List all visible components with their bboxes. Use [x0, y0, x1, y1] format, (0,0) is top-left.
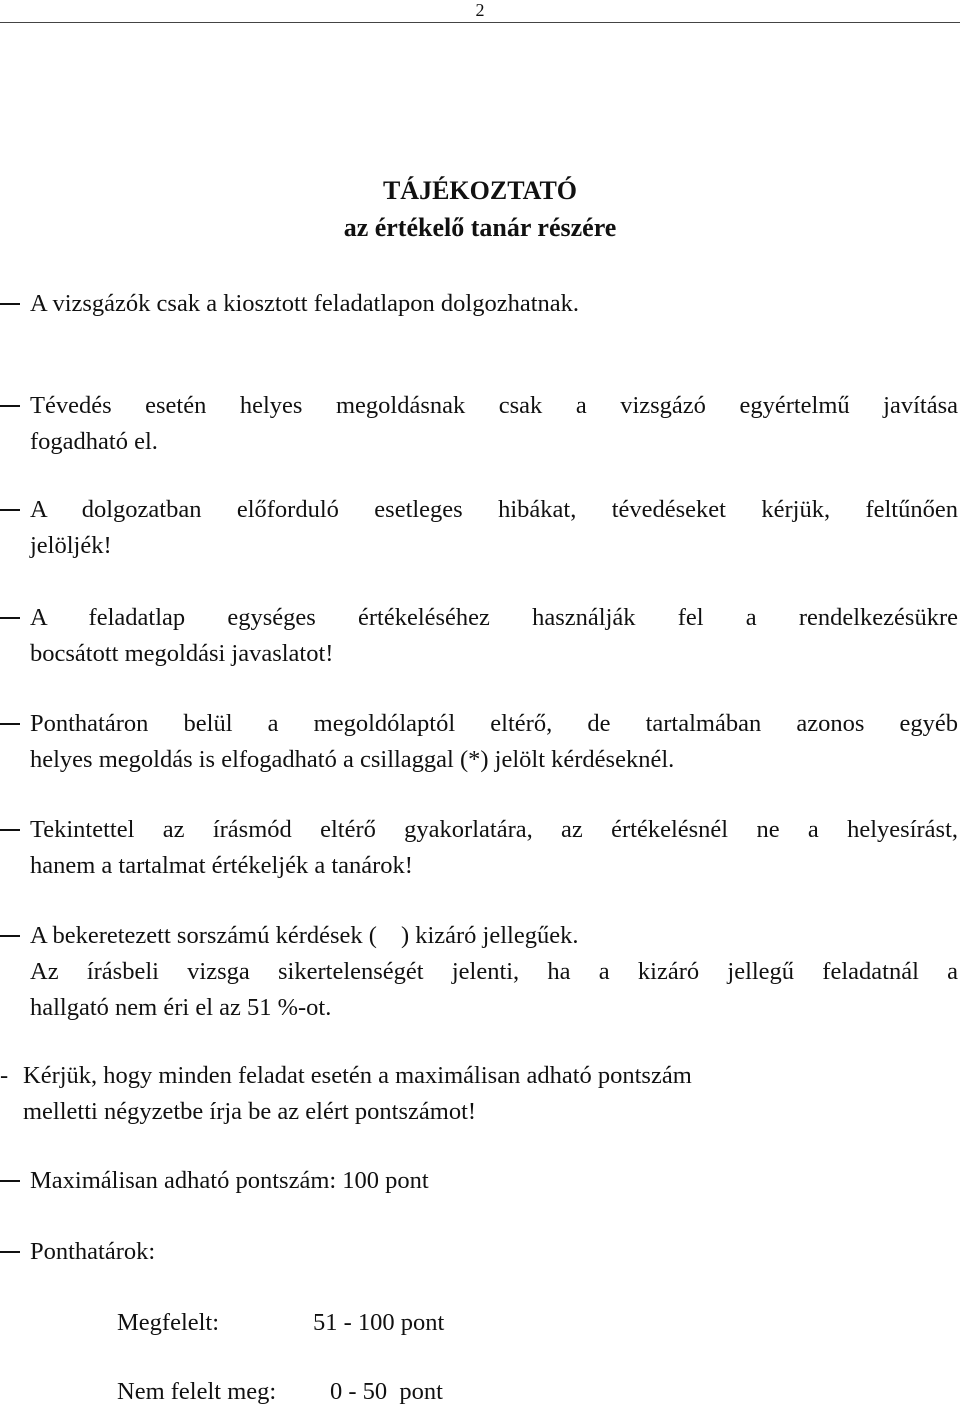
- item-text: hanem a tartalmat értékeljék a tanárok!: [30, 852, 413, 879]
- dash-bullet: [0, 405, 20, 407]
- page-title: TÁJÉKOZTATÓ: [382, 176, 578, 205]
- item-text: A dolgozatban előforduló esetleges hibákat, tévedéseket kérjük, feltűnően: [30, 496, 958, 523]
- item-text: hallgató nem éri el az 51 %-ot.: [30, 994, 332, 1021]
- grade-row-fail: [117, 1374, 443, 1410]
- dash-bullet: [0, 829, 20, 831]
- dash-bullet: [0, 303, 20, 305]
- hyphen-bullet: -: [0, 1062, 9, 1089]
- grade-range: 0 - 50 pont: [330, 1378, 443, 1405]
- dash-bullet: [0, 1180, 20, 1182]
- item-text: helyes megoldás is elfogadható a csillaggal (*) jelölt kérdéseknél.: [30, 746, 675, 773]
- item-text: bocsátott megoldási javaslatot!: [30, 640, 334, 667]
- list-item: [0, 706, 958, 778]
- item-text: Ponthatárok:: [30, 1238, 156, 1265]
- grade-range: 51 - 100 pont: [313, 1309, 445, 1336]
- title-block: [0, 172, 960, 246]
- item-text: Tekintettel az írásmód eltérő gyakorlatára, az értékelésnél ne a helyesírást,: [30, 816, 958, 843]
- page-subtitle: az értékelő tanár részére: [343, 213, 617, 242]
- dash-bullet: [0, 1251, 20, 1253]
- item-text: jelöljék!: [30, 532, 112, 559]
- page-number: 2: [475, 0, 485, 20]
- header-rule: [0, 22, 960, 23]
- item-text: melletti négyzetbe írja be az elért pontszámot!: [23, 1098, 477, 1125]
- item-text: Kérjük, hogy minden feladat esetén a maximálisan adható pontszám: [23, 1062, 692, 1089]
- grade-label: Nem felelt meg:: [117, 1378, 277, 1405]
- grade-row-pass: [117, 1305, 444, 1341]
- item-text: fogadható el.: [30, 428, 158, 455]
- list-item: [0, 1058, 958, 1130]
- list-item: [0, 918, 958, 1026]
- item-text: Ponthatáron belül a megoldólaptól eltérő, de tartalmában azonos egyéb: [30, 710, 958, 737]
- item-text: Maximálisan adható pontszám: 100 pont: [30, 1167, 429, 1194]
- dash-bullet: [0, 509, 20, 511]
- list-item: [0, 286, 958, 322]
- list-item: [0, 388, 958, 460]
- item-text: Az írásbeli vizsga sikertelenségét jelenti, ha a kizáró jellegű feladatnál a: [30, 958, 958, 985]
- list-item: [0, 600, 958, 672]
- dash-bullet: [0, 723, 20, 725]
- item-text: A vizsgázók csak a kiosztott feladatlapon dolgozhatnak.: [30, 290, 580, 317]
- grade-label: Megfelelt:: [117, 1309, 220, 1336]
- list-item: [0, 812, 958, 884]
- list-item: [0, 1234, 958, 1270]
- list-item: [0, 492, 958, 564]
- item-text: Tévedés esetén helyes megoldásnak csak a vizsgázó egyértelmű javítása: [30, 392, 958, 419]
- dash-bullet: [0, 617, 20, 619]
- dash-bullet: [0, 935, 20, 937]
- item-text: A bekeretezett sorszámú kérdések ( ) kizáró jellegűek.: [30, 922, 579, 949]
- list-item: [0, 1163, 958, 1199]
- item-text: A feladatlap egységes értékeléséhez használják fel a rendelkezésükre: [30, 604, 958, 631]
